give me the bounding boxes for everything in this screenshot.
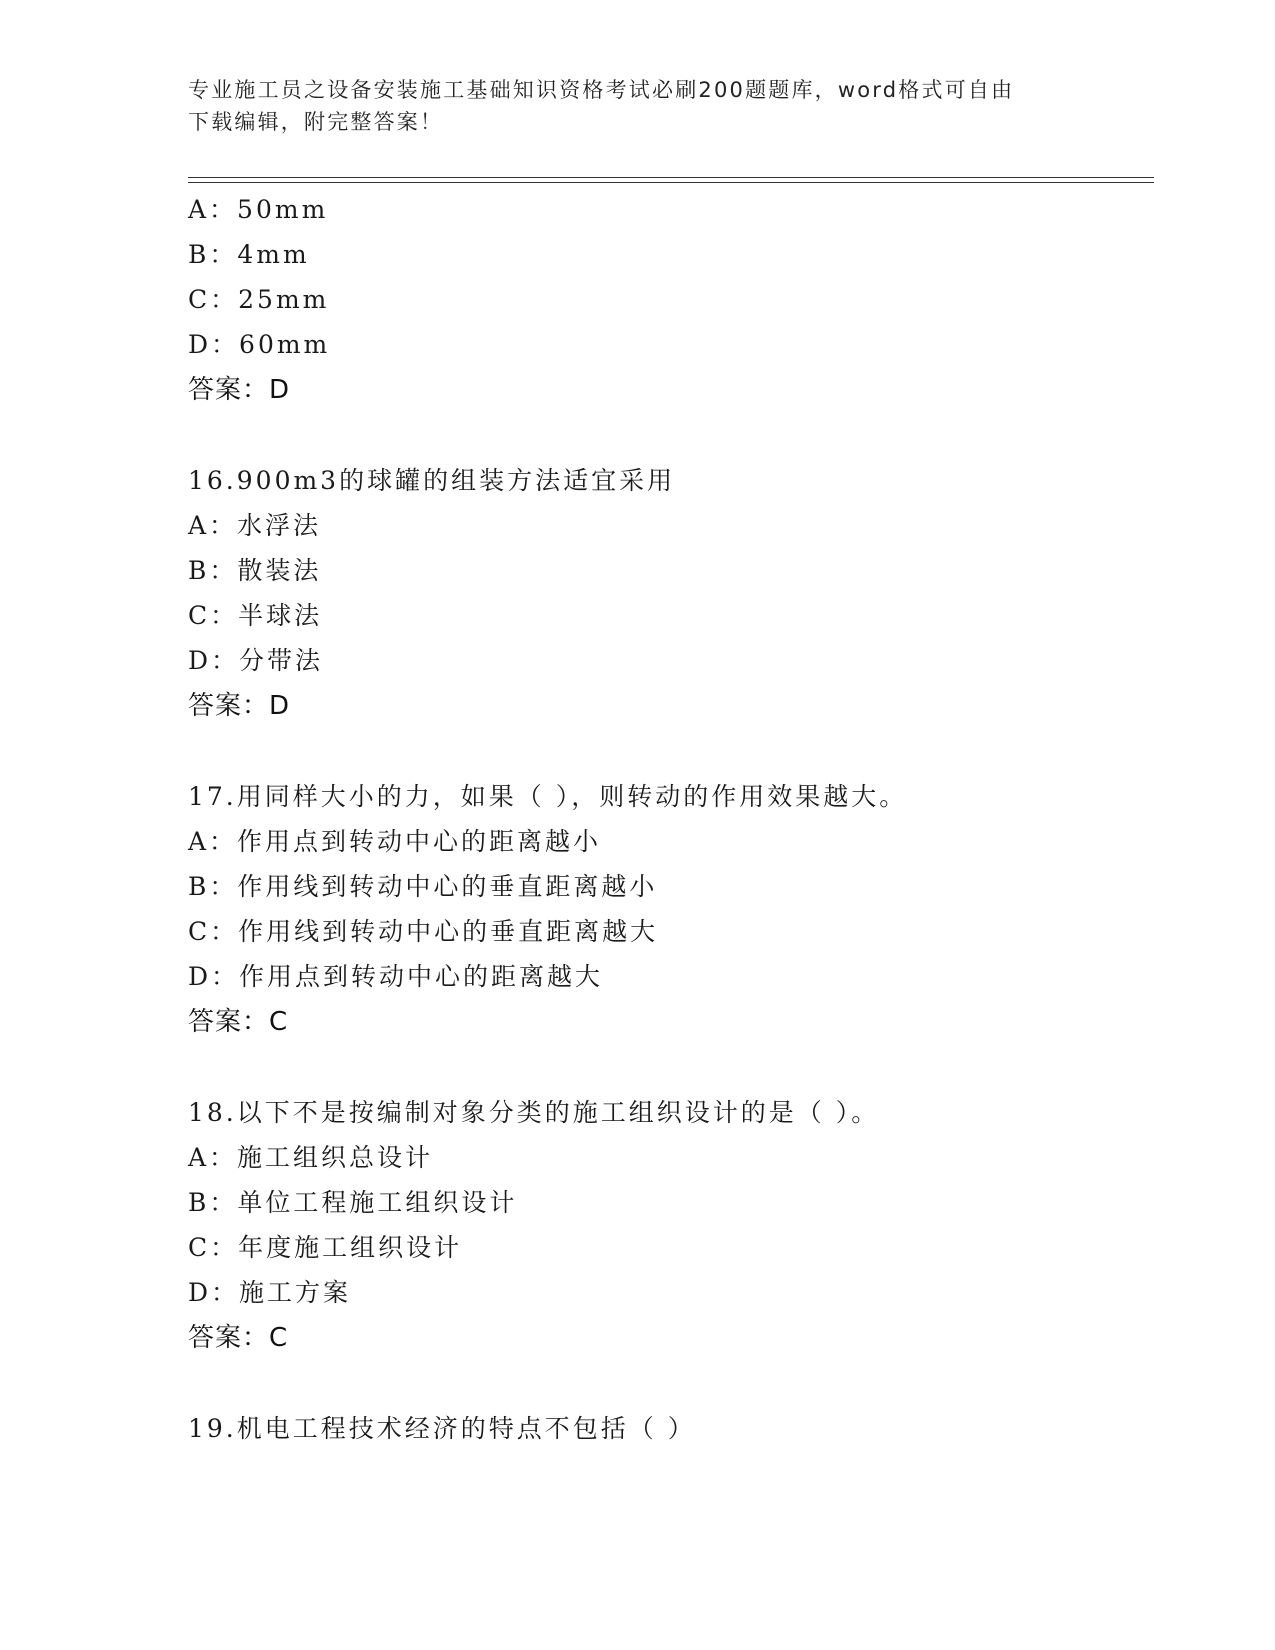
q17-option-b: B：作用线到转动中心的垂直距离越小 [188, 872, 658, 901]
q17-question: 17.用同样大小的力，如果（ ），则转动的作用效果越大。 [188, 782, 908, 811]
q17-option-d: D：作用点到转动中心的距离越大 [188, 962, 604, 991]
q16-option-c: C：半球法 [188, 601, 323, 630]
q18-answer: 答案：C [188, 1323, 289, 1353]
header-divider-bottom [188, 182, 1154, 183]
q17-option-a: A：作用点到转动中心的距离越小 [188, 827, 602, 856]
q18-option-c: C：年度施工组织设计 [188, 1233, 463, 1262]
header-title-line-1: 专业施工员之设备安装施工基础知识资格考试必刷200题题库，word格式可自由 [188, 78, 1015, 102]
document-header [188, 74, 1088, 138]
q15-option-b: B：4mm [188, 240, 310, 269]
q18-question: 18.以下不是按编制对象分类的施工组织设计的是（ ）。 [188, 1098, 880, 1127]
q19-question: 19.机电工程技术经济的特点不包括（ ） [188, 1414, 696, 1443]
q16-answer: 答案：D [188, 691, 291, 721]
q18-option-a: A：施工组织总设计 [188, 1143, 434, 1172]
q16-option-b: B：散装法 [188, 556, 322, 585]
q16-question: 16.900m3的球罐的组装方法适宜采用 [188, 466, 676, 495]
header-title-line-2: 下载编辑，附完整答案！ [188, 110, 444, 134]
q16-option-d: D：分带法 [188, 646, 324, 675]
header-divider-top [188, 177, 1154, 178]
q18-option-b: B：单位工程施工组织设计 [188, 1188, 518, 1217]
q15-option-d: D：60mm [188, 330, 331, 359]
q17-option-c: C：作用线到转动中心的垂直距离越大 [188, 917, 659, 946]
q15-option-c: C：25mm [188, 285, 330, 314]
q16-option-a: A：水浮法 [188, 511, 322, 540]
q18-option-d: D：施工方案 [188, 1278, 352, 1307]
q17-answer: 答案：C [188, 1007, 289, 1037]
q15-option-a: A：50mm [188, 195, 329, 224]
q15-answer: 答案：D [188, 375, 291, 405]
